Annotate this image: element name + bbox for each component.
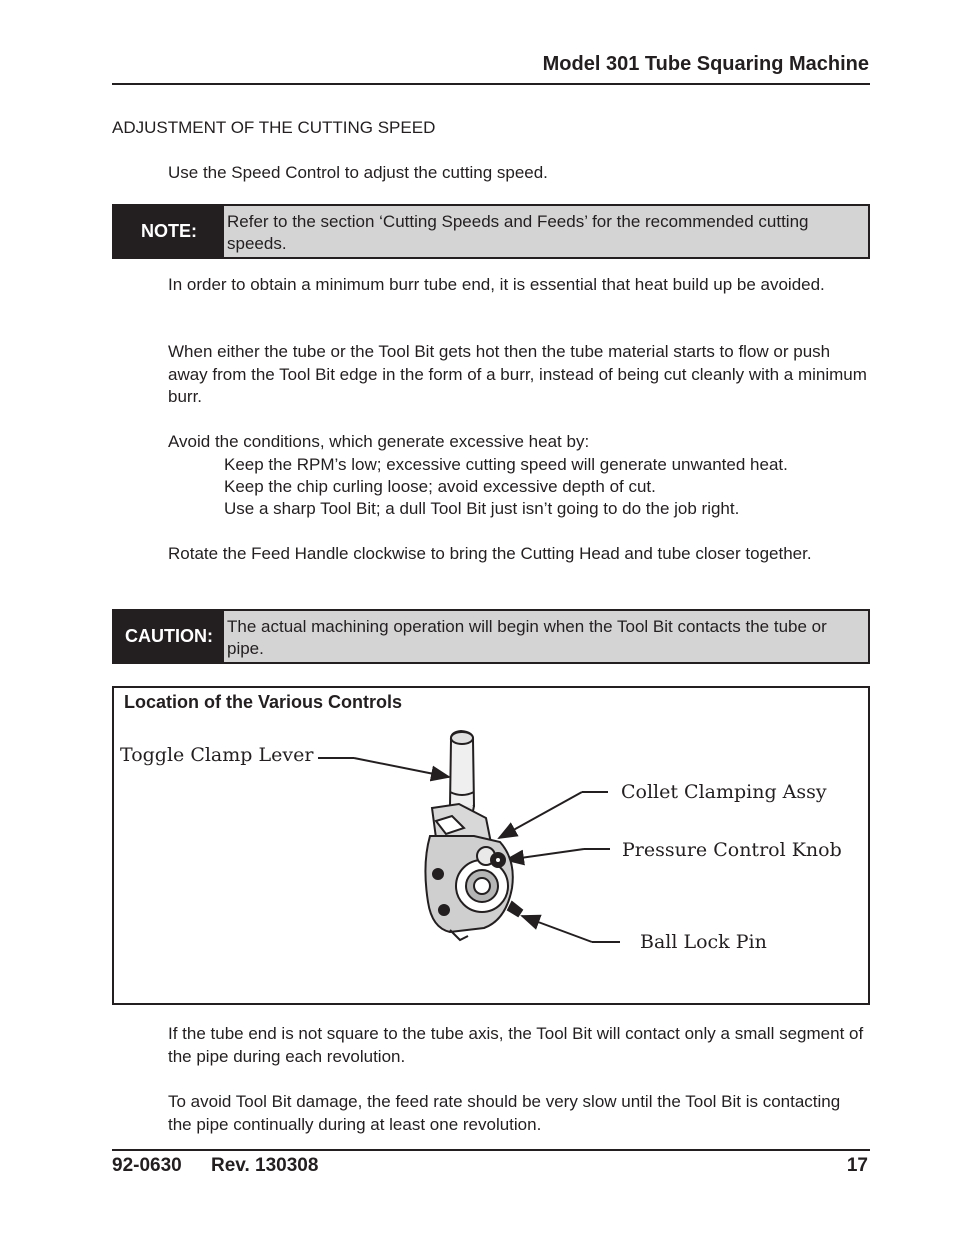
footer-doc-number: 92-0630 [112, 1155, 182, 1176]
section-title: ADJUSTMENT OF THE CUTTING SPEED [112, 118, 436, 137]
label-ball-lock-pin: Ball Lock Pin [640, 931, 767, 953]
footer-revision: Rev. 130308 [211, 1155, 319, 1176]
note-label: NOTE: [114, 206, 224, 257]
header-rule [112, 83, 870, 85]
paragraph-speed-control: Use the Speed Control to adjust the cutting speed. [168, 163, 548, 182]
figure-title: Location of the Various Controls [124, 692, 403, 712]
caution-label: CAUTION: [114, 611, 224, 662]
paragraph-hot-tool: When either the tube or the Tool Bit gets hot then the tube material starts to flow or push away from the Tool Bit edge in the form of a burr, instead of being cut cleanly with a minimum burr. [168, 342, 867, 406]
note-text: Refer to the section ‘Cutting Speeds and Feeds’ for the recommended cutting speeds. [224, 206, 868, 257]
controls-figure [112, 686, 870, 1005]
paragraph-avoid-intro: Avoid the conditions, which generate excessive heat by: [168, 432, 590, 451]
label-collet-clamping-assy: Collet Clamping Assy [621, 781, 827, 803]
label-toggle-clamp-lever: Toggle Clamp Lever [120, 744, 314, 766]
avoid-item: Keep the RPM’s low; excessive cutting speed will generate unwanted heat. [224, 455, 788, 474]
page-number: 17 [846, 1155, 868, 1176]
tube-squaring-head [425, 731, 522, 940]
page-header-title: Model 301 Tube Squaring Machine [542, 53, 869, 75]
machine-illustration [114, 688, 868, 1003]
caution-text: The actual machining operation will begin when the Tool Bit contacts the tube or pipe. [224, 611, 868, 662]
caution-callout [112, 609, 870, 664]
label-pressure-control-knob: Pressure Control Knob [622, 839, 842, 861]
avoid-item: Use a sharp Tool Bit; a dull Tool Bit just isn’t going to do the job right. [224, 499, 740, 518]
paragraph-feed-rate: To avoid Tool Bit damage, the feed rate should be very slow until the Tool Bit is contacting the pipe continually during at least one revolution. [168, 1092, 841, 1134]
paragraph-rotate: Rotate the Feed Handle clockwise to bring the Cutting Head and tube closer together. [168, 544, 812, 563]
note-callout [112, 204, 870, 259]
footer-rule [112, 1149, 870, 1151]
paragraph-burr: In order to obtain a minimum burr tube end, it is essential that heat build up be avoided. [168, 275, 825, 294]
paragraph-not-square: If the tube end is not square to the tube axis, the Tool Bit will contact only a small segment of the pipe during each revolution. [168, 1024, 864, 1066]
avoid-item: Keep the chip curling loose; avoid excessive depth of cut. [224, 477, 656, 496]
